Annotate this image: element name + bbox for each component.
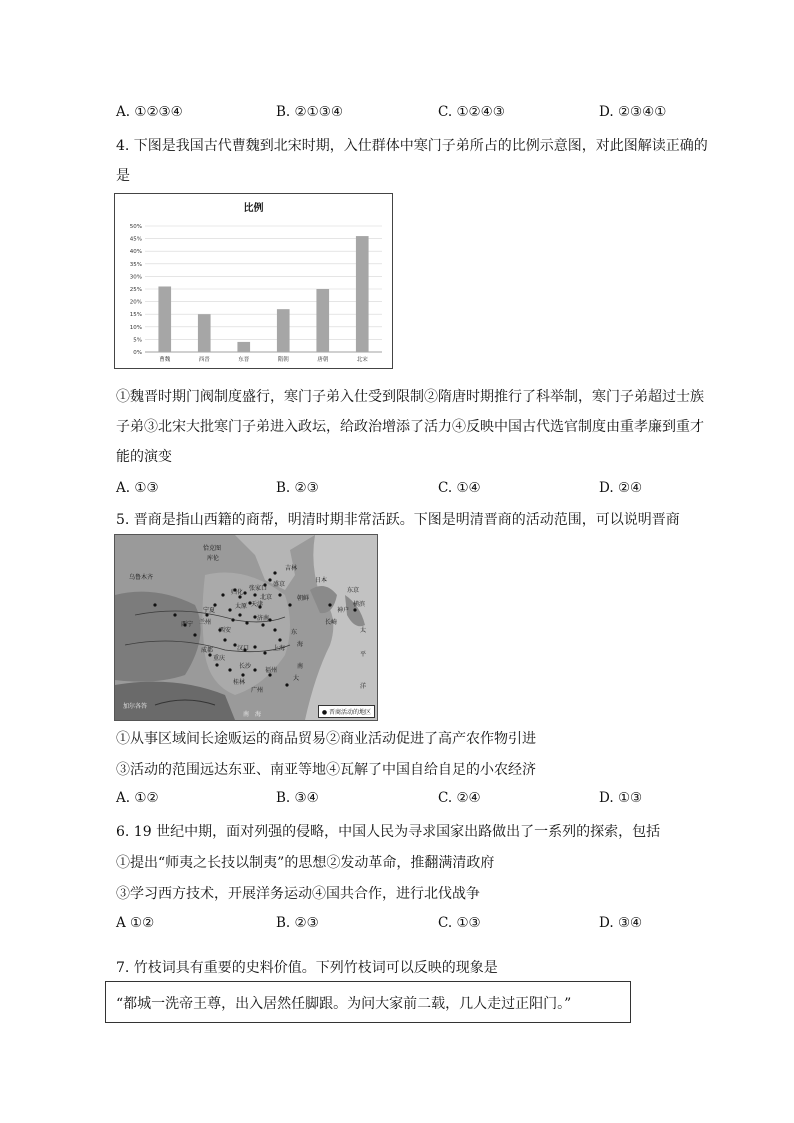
chart-svg	[115, 194, 392, 368]
map-legend	[318, 705, 375, 718]
map-label-fuzhou: 福州	[265, 667, 278, 674]
map-label-taiyuan: 太原	[235, 603, 248, 610]
chart-y-tick-label: 15%	[129, 312, 142, 319]
q5-option-b: B. ③④	[276, 790, 319, 806]
map-label-south-2: 南	[297, 663, 304, 670]
map-label-yokohama: 横滨	[353, 601, 366, 608]
map-label-south-1: 南	[243, 711, 250, 718]
chart-y-tick-label: 35%	[129, 261, 142, 268]
chart-y-tick-label: 5%	[133, 337, 142, 344]
chart-x-tick-label: 西晋	[198, 357, 210, 363]
q5-option-a: A. ①②	[116, 790, 159, 806]
chart-bar	[237, 342, 250, 352]
q3-option-b: B. ②①③④	[276, 104, 343, 120]
map-label-shanghai: 上海	[273, 645, 286, 652]
chart-bar	[198, 314, 211, 352]
q4-option-a: A. ①③	[116, 480, 159, 496]
map-label-qiaketu: 恰克图	[203, 545, 222, 552]
q5-statement-line2: ③活动的范围远达东亚、南亚等地④瓦解了中国自给自足的小农经济	[116, 762, 536, 778]
chart-x-tick-label: 北宋	[356, 357, 368, 363]
q5-statement-line1: ①从事区域间长途贩运的商品贸易②商业活动促进了高产农作物引进	[116, 731, 536, 747]
chart-x-tick-label: 隋朝	[277, 357, 289, 363]
chart-x-tick-label: 曹魏	[159, 357, 171, 363]
chart-y-tick-label: 10%	[129, 324, 142, 331]
q6-statement-line2: ③学习西方技术，开展洋务运动④国共合作，进行北伐战争	[116, 886, 480, 902]
q7-stem: 7. 竹枝词具有重要的史料价值。下列竹枝词可以反映的现象是	[116, 960, 498, 976]
chart-y-tick-label: 50%	[129, 224, 142, 230]
chart-bar	[158, 286, 171, 352]
map-label-chongqing: 重庆	[213, 655, 226, 662]
legend-dot-icon: ●	[321, 709, 328, 716]
map-label-jinan: 济南	[257, 615, 270, 622]
chart-bar	[316, 289, 329, 352]
q4-statement-line1: ①魏晋时期门阀制度盛行，寒门子弟入仕受到限制②隋唐时期推行了科举制，寒门子弟超过士族	[116, 389, 704, 405]
map-label-pacific-1: 太	[360, 627, 367, 634]
map-label-ningxia: 宁夏	[203, 607, 216, 614]
chart-title: 比例	[243, 203, 264, 214]
q4-statement-line2: 子弟③北宋大批寒门子弟进入政坛，给政治增添了活力④反映中国古代选官制度由重孝廉到重才	[116, 419, 704, 435]
chart-y-tick-label: 0%	[133, 350, 142, 356]
q6-option-d: D. ③④	[599, 915, 643, 931]
q7-quote-box	[105, 981, 631, 1023]
map-label-tokyo: 东京	[347, 587, 360, 594]
chart-x-tick-label: 东晋	[238, 357, 250, 363]
map-label-urumqi: 乌鲁木齐	[129, 574, 154, 581]
q4-statement-line3: 能的演变	[116, 449, 172, 465]
q3-option-a: A. ①②③④	[116, 104, 183, 120]
chart-y-tick-label: 20%	[129, 299, 142, 306]
map-label-zhangjiakou: 张家口	[249, 585, 268, 592]
map-label-chengdu: 成都	[201, 647, 214, 654]
q7-quote: “都城一洗帝王尊，出入居然任脚跟。为问大家前二载，几人走过正阳门。”	[116, 996, 572, 1012]
map-label-guangzhou: 广州	[251, 687, 264, 694]
map-label-sea-1: 海	[255, 711, 262, 718]
map-label-guilin: 桂林	[233, 679, 246, 686]
q4-bar-chart	[114, 193, 393, 369]
map-label-da: 大	[293, 675, 300, 682]
map-label-east: 东	[291, 629, 298, 636]
map-label-xining: 西宁	[181, 621, 194, 628]
map-terrain	[115, 535, 377, 720]
q4-option-c: C. ①④	[438, 480, 481, 496]
q6-option-b: B. ②③	[276, 915, 319, 931]
q5-stem: 5. 晋商是指山西籍的商帮，明清时期非常活跃。下图是明清晋商的活动范围，可以说明晋商	[116, 512, 680, 528]
map-legend-text: 晋商活动的地区	[328, 709, 371, 716]
map-label-beijing: 北京	[260, 594, 273, 601]
q3-option-d: D. ②③④①	[599, 104, 667, 120]
map-label-lanzhou: 兰州	[199, 619, 212, 626]
map-label-xian: 西安	[219, 627, 232, 634]
map-label-pacific-2: 平	[360, 651, 367, 658]
q4-option-d: D. ②④	[599, 480, 643, 496]
chart-x-tick-label: 唐朝	[317, 357, 329, 363]
map-label-kolkata: 加尔各答	[123, 703, 148, 710]
chart-y-tick-label: 40%	[129, 249, 142, 256]
map-label-sea-2: 海	[297, 641, 304, 648]
chart-y-tick-label: 45%	[129, 236, 142, 243]
map-label-shengjing: 盛京	[273, 581, 286, 588]
q3-option-c: C. ①②④③	[438, 104, 505, 120]
map-label-tianjin: 天津	[251, 601, 264, 608]
map-label-nagasaki: 长崎	[325, 619, 338, 626]
q6-option-a: A ①②	[116, 915, 155, 931]
chart-bar	[277, 309, 290, 352]
q6-stem: 6. 19 世纪中期，面对列强的侵略，中国人民为寻求国家出路做出了一系列的探索，包括	[116, 824, 661, 840]
map-label-korea: 朝鲜	[297, 595, 310, 602]
q4-stem-line1: 4. 下图是我国古代曹魏到北宋时期，入仕群体中寒门子弟所占的比例示意图，对此图解读正确的	[116, 138, 708, 154]
jin-merchants-map	[114, 534, 378, 721]
map-label-pacific-3: 洋	[360, 683, 367, 690]
chart-y-tick-label: 30%	[129, 274, 142, 281]
map-label-japan: 日本	[315, 577, 328, 584]
q4-option-b: B. ②③	[276, 480, 319, 496]
chart-y-tick-label: 25%	[129, 287, 142, 293]
map-label-kulun: 库伦	[207, 555, 220, 562]
map-label-jilin: 吉林	[285, 565, 298, 572]
map-label-hankou: 汉口	[237, 645, 250, 652]
chart-bar	[356, 236, 369, 352]
q5-option-c: C. ②④	[438, 790, 481, 806]
q4-stem-line2: 是	[116, 168, 130, 184]
q5-option-d: D. ①③	[599, 790, 643, 806]
map-label-kobe: 神户	[337, 607, 350, 614]
q6-option-c: C. ①③	[438, 915, 481, 931]
map-label-guihua: 归化	[231, 589, 244, 596]
map-label-changsha: 长沙	[239, 663, 252, 670]
q6-statement-line1: ①提出“师夷之长技以制夷”的思想②发动革命，推翻满清政府	[116, 855, 495, 871]
